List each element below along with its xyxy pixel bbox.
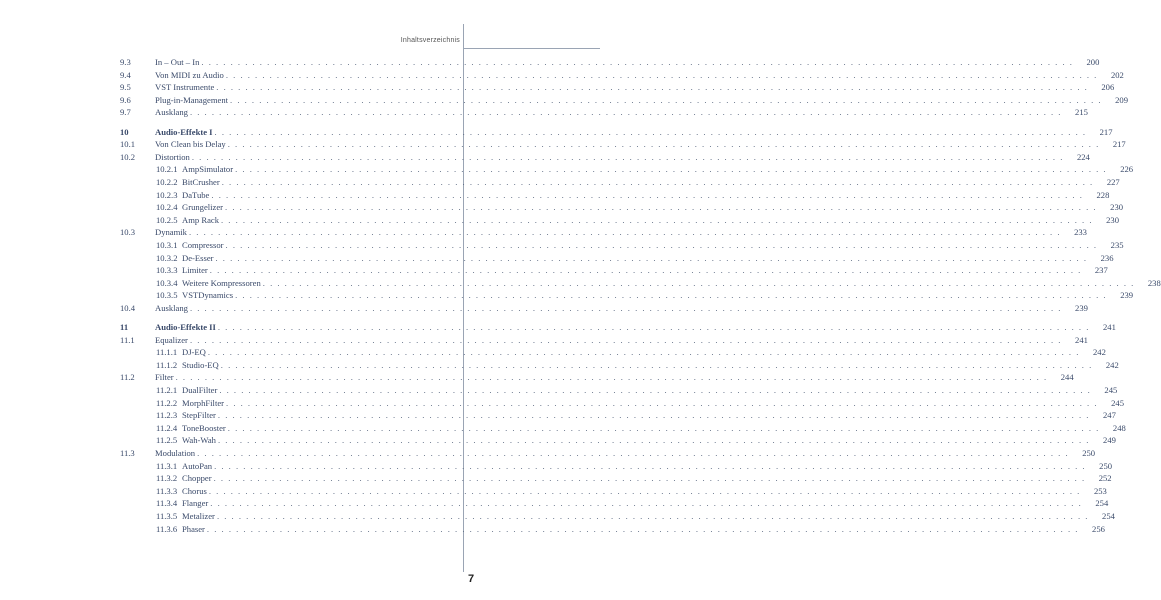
toc-entry[interactable] <box>120 321 1116 334</box>
toc-section-number: 9.4 <box>120 69 131 80</box>
toc-entry-title: Weitere Kompressoren <box>182 277 261 288</box>
dot-leader: . . . . . . . . . . . . . . . . . . . . . . . . . . . . . . . . . . . . . . . . . . . . . . . . . . . . . . . . . . . . . . . . . . . . . . . . . . . . . . . . . . . . . . . . . . . . . . . . . . . . . . . . . . . . . . . . . . . . . . . . <box>227 422 1100 433</box>
toc-subsection-number: 10.2.5 <box>156 214 178 225</box>
toc-subsection-number: 11.3.3 <box>156 485 178 496</box>
toc-page-number: 215 <box>1075 107 1088 118</box>
toc-page-number: 236 <box>1100 252 1114 263</box>
dot-leader: . . . . . . . . . . . . . . . . . . . . . . . . . . . . . . . . . . . . . . . . . . . . . . . . . . . . . . . . . . . . . . . . . . . . . . . . . . . . . . . . . . . . . . . . . . . . . . . . . . . . . . . . . . . . . . . . . . . . . . . . <box>189 302 1062 313</box>
toc-entry[interactable] <box>120 81 1115 94</box>
dot-leader: . . . . . . . . . . . . . . . . . . . . . . . . . . . . . . . . . . . . . . . . . . . . . . . . . . . . . . . . . . . . . . . . . . . . . . . . . . . . . . . . . . . . . . . . . . . . . . . . . . . . . . . . . . . . . . . . . . . . . . . . <box>209 265 1082 276</box>
toc-entry[interactable] <box>120 126 1113 139</box>
toc-section-number: 11.1 <box>120 334 135 345</box>
toc-entry-title: AmpSimulator <box>182 164 234 175</box>
toc-page-number: 244 <box>1060 372 1074 383</box>
toc-subsection-number: 11.1.2 <box>156 359 178 370</box>
toc-entry-title: AutoPan <box>182 460 213 471</box>
toc-entry-title: Grungelizer <box>182 202 224 213</box>
table-of-contents <box>120 56 1161 535</box>
toc-entry-title: Phaser <box>182 523 205 534</box>
toc-entry-title: VST Instrumente <box>155 82 215 93</box>
toc-subsection-number: 10.2.2 <box>156 176 178 187</box>
toc-entry-title: VSTDynamics <box>182 290 234 301</box>
toc-entry[interactable] <box>120 384 1118 397</box>
toc-page-number: 230 <box>1106 214 1119 225</box>
toc-entry[interactable] <box>120 346 1106 359</box>
toc-entry[interactable] <box>120 510 1115 523</box>
toc-entry[interactable] <box>120 497 1109 510</box>
toc-entry[interactable] <box>120 138 1126 151</box>
dot-leader: . . . . . . . . . . . . . . . . . . . . . . . . . . . . . . . . . . . . . . . . . . . . . . . . . . . . . . . . . . . . . . . . . . . . . . . . . . . . . . . . . . . . . . . . . . . . . . . . . . . . . . . . . . . . . . . . . . . . . . . . <box>235 290 1108 301</box>
toc-entry-title: Metalizer <box>182 510 215 521</box>
toc-entry-title: BitCrusher <box>182 176 220 187</box>
toc-entry[interactable] <box>120 289 1134 302</box>
toc-subsection-number: 10.3.1 <box>156 239 178 250</box>
toc-entry-title: Audio-Effekte I <box>155 126 213 137</box>
toc-entry[interactable] <box>120 226 1087 239</box>
toc-entry[interactable] <box>120 334 1088 347</box>
toc-entry-title: In – Out – In <box>155 57 200 67</box>
dot-leader: . . . . . . . . . . . . . . . . . . . . . . . . . . . . . . . . . . . . . . . . . . . . . . . . . . . . . . . . . . . . . . . . . . . . . . . . . . . . . . . . . . . . . . . . . . . . . . . . . . . . . . . . . . . . . . . . . . . . . . . . <box>189 107 1062 118</box>
running-header: Inhaltsverzeichnis <box>400 37 460 44</box>
toc-entry[interactable] <box>120 94 1129 107</box>
toc-subsection-number: 11.2.1 <box>156 385 178 396</box>
toc-entry-title: Modulation <box>155 448 196 458</box>
toc-page-number: 252 <box>1098 473 1112 484</box>
toc-page-number: 217 <box>1112 139 1126 150</box>
toc-page-number: 202 <box>1110 69 1124 80</box>
toc-subsection-number: 11.3.6 <box>156 523 178 534</box>
dot-leader: . . . . . . . . . . . . . . . . . . . . . . . . . . . . . . . . . . . . . . . . . . . . . . . . . . . . . . . . . . . . . . . . . . . . . . . . . . . . . . . . . . . . . . . . . . . . . . . . . . . . . . . . . . . . . . . . . . . . . . . . <box>227 139 1100 150</box>
toc-page-number: 253 <box>1093 485 1107 496</box>
toc-entry[interactable] <box>120 409 1116 422</box>
toc-section-number: 9.6 <box>120 94 131 105</box>
toc-entry[interactable] <box>120 434 1116 447</box>
toc-entry-title: Wah-Wah <box>182 435 216 446</box>
toc-page-number: 242 <box>1092 347 1106 358</box>
dot-leader: . . . . . . . . . . . . . . . . . . . . . . . . . . . . . . . . . . . . . . . . . . . . . . . . . . . . . . . . . . . . . . . . . . . . . . . . . . . . . . . . . . . . . . . . . . . . . . . . . . . . . . . . . . . . . . . . . . . . . . . . <box>217 435 1090 446</box>
toc-entry-title: Von Clean bis Delay <box>155 139 226 150</box>
toc-entry-title: De-Esser <box>182 252 214 263</box>
dot-leader: . . . . . . . . . . . . . . . . . . . . . . . . . . . . . . . . . . . . . . . . . . . . . . . . . . . . . . . . . . . . . . . . . . . . . . . . . . . . . . . . . . . . . . . . . . . . . . . . . . . . . . . . . . . . . . . . . . . . . . . . <box>225 239 1098 250</box>
toc-page-number: 241 <box>1075 334 1088 345</box>
dot-leader: . . . . . . . . . . . . . . . . . . . . . . . . . . . . . . . . . . . . . . . . . . . . . . . . . . . . . . . . . . . . . . . . . . . . . . . . . . . . . . . . . . . . . . . . . . . . . . . . . . . . . . . . . . . . . . . . . . . . . . . . <box>197 448 1070 458</box>
toc-section-number: 10.1 <box>120 139 136 150</box>
dot-leader: . . . . . . . . . . . . . . . . . . . . . . . . . . . . . . . . . . . . . . . . . . . . . . . . . . . . . . . . . . . . . . . . . . . . . . . . . . . . . . . . . . . . . . . . . . . . . . . . . . . . . . . . . . . . . . . . . . . . . . . . <box>210 498 1083 509</box>
toc-page-number: 254 <box>1095 498 1109 509</box>
toc-subsection-number: 11.3.2 <box>156 473 178 484</box>
toc-page-number: 250 <box>1099 460 1113 471</box>
dot-leader: . . . . . . . . . . . . . . . . . . . . . . . . . . . . . . . . . . . . . . . . . . . . . . . . . . . . . . . . . . . . . . . . . . . . . . . . . . . . . . . . . . . . . . . . . . . . . . . . . . . . . . . . . . . . . . . . . . . . . . . . <box>188 227 1061 238</box>
toc-entry-title: DJ-EQ <box>182 347 206 358</box>
toc-page-number: 237 <box>1094 265 1108 276</box>
toc-entry-title: MorphFilter <box>182 397 225 408</box>
toc-page-number: 248 <box>1112 422 1126 433</box>
toc-entry[interactable] <box>120 201 1124 214</box>
toc-entry[interactable] <box>120 239 1124 252</box>
toc-section-number: 10.4 <box>120 302 136 313</box>
toc-section-number: 10.3 <box>120 227 136 238</box>
toc-subsection-number: 11.2.2 <box>156 397 178 408</box>
toc-entry[interactable] <box>120 397 1124 410</box>
toc-subsection-number: 11.2.5 <box>156 435 178 446</box>
toc-entry[interactable] <box>120 460 1113 473</box>
toc-entry[interactable] <box>120 523 1105 536</box>
toc-entry-title: Chorus <box>182 485 207 496</box>
toc-entry[interactable] <box>120 472 1112 485</box>
toc-section-number: 9.5 <box>120 82 131 93</box>
toc-subsection-number: 11.3.1 <box>156 460 178 471</box>
toc-page-number: 256 <box>1092 523 1105 534</box>
toc-entry[interactable] <box>120 359 1119 372</box>
toc-entry-title: Flanger <box>182 498 209 509</box>
dot-leader: . . . . . . . . . . . . . . . . . . . . . . . . . . . . . . . . . . . . . . . . . . . . . . . . . . . . . . . . . . . . . . . . . . . . . . . . . . . . . . . . . . . . . . . . . . . . . . . . . . . . . . . . . . . . . . . . . . . . . . . . <box>214 126 1087 137</box>
toc-subsection-number: 10.2.1 <box>156 164 178 175</box>
toc-entry-title: ToneBooster <box>182 422 226 433</box>
toc-subsection-number: 11.1.1 <box>156 347 178 358</box>
toc-entry[interactable] <box>120 485 1107 498</box>
toc-subsection-number: 11.3.5 <box>156 510 178 521</box>
toc-entry[interactable] <box>120 302 1088 315</box>
toc-entry-title: Limiter <box>182 265 208 276</box>
toc-page-number: 239 <box>1075 302 1088 313</box>
toc-entry-title: Distortion <box>155 151 190 162</box>
header-rule <box>463 48 600 49</box>
dot-leader: . . . . . . . . . . . . . . . . . . . . . . . . . . . . . . . . . . . . . . . . . . . . . . . . . . . . . . . . . . . . . . . . . . . . . . . . . . . . . . . . . . . . . . . . . . . . . . . . . . . . . . . . . . . . . . . . . . . . . . . . <box>217 322 1090 333</box>
toc-subsection-number: 11.2.3 <box>156 410 178 421</box>
toc-subsection-number: 10.3.2 <box>156 252 178 263</box>
toc-page-number: 226 <box>1120 164 1134 175</box>
toc-page-number: 230 <box>1110 202 1124 213</box>
toc-page-number: 200 <box>1086 57 1100 67</box>
toc-entry-title: Ausklang <box>155 302 188 313</box>
toc-subsection-number: 10.2.4 <box>156 202 178 213</box>
toc-entry-title: DualFilter <box>182 385 218 396</box>
toc-subsection-number: 10.3.5 <box>156 290 178 301</box>
toc-page-number: 254 <box>1102 510 1115 521</box>
dot-leader: . . . . . . . . . . . . . . . . . . . . . . . . . . . . . . . . . . . . . . . . . . . . . . . . . . . . . . . . . . . . . . . . . . . . . . . . . . . . . . . . . . . . . . . . . . . . . . . . . . . . . . . . . . . . . . . . . . . . . . . . <box>262 277 1135 288</box>
dot-leader: . . . . . . . . . . . . . . . . . . . . . . . . . . . . . . . . . . . . . . . . . . . . . . . . . . . . . . . . . . . . . . . . . . . . . . . . . . . . . . . . . . . . . . . . . . . . . . . . . . . . . . . . . . . . . . . . . . . . . . . . <box>189 334 1062 345</box>
toc-entry[interactable] <box>120 447 1096 460</box>
toc-entry-title: Ausklang <box>155 107 188 118</box>
toc-entry-title: Filter <box>155 372 174 383</box>
dot-leader: . . . . . . . . . . . . . . . . . . . . . . . . . . . . . . . . . . . . . . . . . . . . . . . . . . . . . . . . . . . . . . . . . . . . . . . . . . . . . . . . . . . . . . . . . . . . . . . . . . . . . . . . . . . . . . . . . . . . . . . . <box>211 189 1084 200</box>
toc-section-number: 9.3 <box>120 57 131 67</box>
dot-leader: . . . . . . . . . . . . . . . . . . . . . . . . . . . . . . . . . . . . . . . . . . . . . . . . . . . . . . . . . . . . . . . . . . . . . . . . . . . . . . . . . . . . . . . . . . . . . . . . . . . . . . . . . . . . . . . . . . . . . . . . <box>191 151 1064 162</box>
toc-entry-title: Dynamik <box>155 227 187 238</box>
dot-leader: . . . . . . . . . . . . . . . . . . . . . . . . . . . . . . . . . . . . . . . . . . . . . . . . . . . . . . . . . . . . . . . . . . . . . . . . . . . . . . . . . . . . . . . . . . . . . . . . . . . . . . . . . . . . . . . . . . . . . . . . <box>215 252 1088 263</box>
toc-entry-title: Studio-EQ <box>182 359 219 370</box>
toc-subsection-number: 11.3.4 <box>156 498 178 509</box>
toc-page-number: 233 <box>1074 227 1087 238</box>
dot-leader: . . . . . . . . . . . . . . . . . . . . . . . . . . . . . . . . . . . . . . . . . . . . . . . . . . . . . . . . . . . . . . . . . . . . . . . . . . . . . . . . . . . . . . . . . . . . . . . . . . . . . . . . . . . . . . . . . . . . . . . . <box>207 347 1080 358</box>
toc-section-number: 11.2 <box>120 372 135 383</box>
dot-leader: . . . . . . . . . . . . . . . . . . . . . . . . . . . . . . . . . . . . . . . . . . . . . . . . . . . . . . . . . . . . . . . . . . . . . . . . . . . . . . . . . . . . . . . . . . . . . . . . . . . . . . . . . . . . . . . . . . . . . . . . <box>235 164 1108 175</box>
toc-subsection-number: 10.3.4 <box>156 277 178 288</box>
toc-subsection-number: 10.2.3 <box>156 189 178 200</box>
toc-entry[interactable] <box>120 69 1124 82</box>
toc-page-number: 242 <box>1105 359 1119 370</box>
toc-page-number: 228 <box>1096 189 1110 200</box>
toc-page-number: 245 <box>1111 397 1124 408</box>
dot-leader: . . . . . . . . . . . . . . . . . . . . . . . . . . . . . . . . . . . . . . . . . . . . . . . . . . . . . . . . . . . . . . . . . . . . . . . . . . . . . . . . . . . . . . . . . . . . . . . . . . . . . . . . . . . . . . . . . . . . . . . . <box>216 510 1089 521</box>
toc-page-number: 235 <box>1110 239 1124 250</box>
dot-leader: . . . . . . . . . . . . . . . . . . . . . . . . . . . . . . . . . . . . . . . . . . . . . . . . . . . . . . . . . . . . . . . . . . . . . . . . . . . . . . . . . . . . . . . . . . . . . . . . . . . . . . . . . . . . . . . . . . . . . . . . <box>214 460 1087 471</box>
toc-section-number: 10 <box>120 126 129 137</box>
toc-entry-title: Chopper <box>182 473 212 484</box>
dot-leader: . . . . . . . . . . . . . . . . . . . . . . . . . . . . . . . . . . . . . . . . . . . . . . . . . . . . . . . . . . . . . . . . . . . . . . . . . . . . . . . . . . . . . . . . . . . . . . . . . . . . . . . . . . . . . . . . . . . . . . . . <box>213 473 1086 484</box>
dot-leader: . . . . . . . . . . . . . . . . . . . . . . . . . . . . . . . . . . . . . . . . . . . . . . . . . . . . . . . . . . . . . . . . . . . . . . . . . . . . . . . . . . . . . . . . . . . . . . . . . . . . . . . . . . . . . . . . . . . . . . . . <box>206 523 1079 534</box>
dot-leader: . . . . . . . . . . . . . . . . . . . . . . . . . . . . . . . . . . . . . . . . . . . . . . . . . . . . . . . . . . . . . . . . . . . . . . . . . . . . . . . . . . . . . . . . . . . . . . . . . . . . . . . . . . . . . . . . . . . . . . . . <box>230 94 1103 105</box>
toc-entry-title: Amp Rack <box>182 214 219 225</box>
toc-section-number: 11.3 <box>120 448 135 458</box>
toc-entry-title: Compressor <box>182 239 224 250</box>
toc-page-number: 245 <box>1104 385 1118 396</box>
toc-entry[interactable] <box>120 214 1119 227</box>
toc-entry[interactable] <box>120 151 1090 164</box>
dot-leader: . . . . . . . . . . . . . . . . . . . . . . . . . . . . . . . . . . . . . . . . . . . . . . . . . . . . . . . . . . . . . . . . . . . . . . . . . . . . . . . . . . . . . . . . . . . . . . . . . . . . . . . . . . . . . . . . . . . . . . . . <box>221 214 1093 225</box>
toc-page-number: 206 <box>1101 82 1115 93</box>
toc-entry[interactable] <box>120 163 1134 176</box>
toc-page-number: 249 <box>1103 435 1116 446</box>
toc-entry[interactable] <box>120 277 1161 290</box>
toc-entry-title: Audio-Effekte II <box>155 322 216 333</box>
toc-page-number: 209 <box>1115 94 1129 105</box>
toc-page-number: 227 <box>1106 176 1120 187</box>
toc-entry-title: DaTube <box>182 189 210 200</box>
toc-entry[interactable] <box>120 189 1110 202</box>
toc-section-number: 10.2 <box>120 151 136 162</box>
toc-entry[interactable] <box>120 371 1074 384</box>
dot-leader: . . . . . . . . . . . . . . . . . . . . . . . . . . . . . . . . . . . . . . . . . . . . . . . . . . . . . . . . . . . . . . . . . . . . . . . . . . . . . . . . . . . . . . . . . . . . . . . . . . . . . . . . . . . . . . . . . . . . . . . . <box>226 397 1098 408</box>
toc-entry-title: Plug-in-Management <box>155 94 229 105</box>
toc-subsection-number: 11.2.4 <box>156 422 178 433</box>
toc-entry-title: Equalizer <box>155 334 188 345</box>
toc-page-number: 247 <box>1103 410 1116 421</box>
dot-leader: . . . . . . . . . . . . . . . . . . . . . . . . . . . . . . . . . . . . . . . . . . . . . . . . . . . . . . . . . . . . . . . . . . . . . . . . . . . . . . . . . . . . . . . . . . . . . . . . . . . . . . . . . . . . . . . . . . . . . . . . <box>219 385 1092 396</box>
dot-leader: . . . . . . . . . . . . . . . . . . . . . . . . . . . . . . . . . . . . . . . . . . . . . . . . . . . . . . . . . . . . . . . . . . . . . . . . . . . . . . . . . . . . . . . . . . . . . . . . . . . . . . . . . . . . . . . . . . . . . . . . <box>175 372 1048 383</box>
dot-leader: . . . . . . . . . . . . . . . . . . . . . . . . . . . . . . . . . . . . . . . . . . . . . . . . . . . . . . . . . . . . . . . . . . . . . . . . . . . . . . . . . . . . . . . . . . . . . . . . . . . . . . . . . . . . . . . . . . . . . . . . <box>201 57 1074 67</box>
toc-entry[interactable] <box>120 422 1126 435</box>
toc-page-number: 239 <box>1120 290 1134 301</box>
toc-page-number: 217 <box>1099 126 1113 137</box>
dot-leader: . . . . . . . . . . . . . . . . . . . . . . . . . . . . . . . . . . . . . . . . . . . . . . . . . . . . . . . . . . . . . . . . . . . . . . . . . . . . . . . . . . . . . . . . . . . . . . . . . . . . . . . . . . . . . . . . . . . . . . . . <box>225 69 1098 80</box>
dot-leader: . . . . . . . . . . . . . . . . . . . . . . . . . . . . . . . . . . . . . . . . . . . . . . . . . . . . . . . . . . . . . . . . . . . . . . . . . . . . . . . . . . . . . . . . . . . . . . . . . . . . . . . . . . . . . . . . . . . . . . . . <box>220 359 1093 370</box>
toc-entry-title: StepFilter <box>182 410 216 421</box>
toc-entry[interactable] <box>120 176 1120 189</box>
toc-section-number: 9.7 <box>120 107 131 118</box>
toc-page-number: 224 <box>1076 151 1090 162</box>
toc-entry[interactable] <box>120 56 1100 69</box>
toc-subsection-number: 10.3.3 <box>156 265 178 276</box>
dot-leader: . . . . . . . . . . . . . . . . . . . . . . . . . . . . . . . . . . . . . . . . . . . . . . . . . . . . . . . . . . . . . . . . . . . . . . . . . . . . . . . . . . . . . . . . . . . . . . . . . . . . . . . . . . . . . . . . . . . . . . . . <box>217 410 1090 421</box>
toc-entry[interactable] <box>120 252 1114 265</box>
toc-entry[interactable] <box>120 264 1108 277</box>
toc-page-number: 238 <box>1147 277 1161 288</box>
toc-page-number: 241 <box>1102 322 1116 333</box>
toc-entry-title: Von MIDI zu Audio <box>155 69 224 80</box>
dot-leader: . . . . . . . . . . . . . . . . . . . . . . . . . . . . . . . . . . . . . . . . . . . . . . . . . . . . . . . . . . . . . . . . . . . . . . . . . . . . . . . . . . . . . . . . . . . . . . . . . . . . . . . . . . . . . . . . . . . . . . . . <box>225 202 1098 213</box>
page-number: 7 <box>468 573 475 585</box>
toc-section-number: 11 <box>120 322 129 333</box>
dot-leader: . . . . . . . . . . . . . . . . . . . . . . . . . . . . . . . . . . . . . . . . . . . . . . . . . . . . . . . . . . . . . . . . . . . . . . . . . . . . . . . . . . . . . . . . . . . . . . . . . . . . . . . . . . . . . . . . . . . . . . . . <box>221 176 1094 187</box>
toc-page-number: 250 <box>1082 448 1096 458</box>
toc-entry[interactable] <box>120 106 1088 119</box>
dot-leader: . . . . . . . . . . . . . . . . . . . . . . . . . . . . . . . . . . . . . . . . . . . . . . . . . . . . . . . . . . . . . . . . . . . . . . . . . . . . . . . . . . . . . . . . . . . . . . . . . . . . . . . . . . . . . . . . . . . . . . . . <box>216 82 1089 93</box>
dot-leader: . . . . . . . . . . . . . . . . . . . . . . . . . . . . . . . . . . . . . . . . . . . . . . . . . . . . . . . . . . . . . . . . . . . . . . . . . . . . . . . . . . . . . . . . . . . . . . . . . . . . . . . . . . . . . . . . . . . . . . . . <box>208 485 1081 496</box>
